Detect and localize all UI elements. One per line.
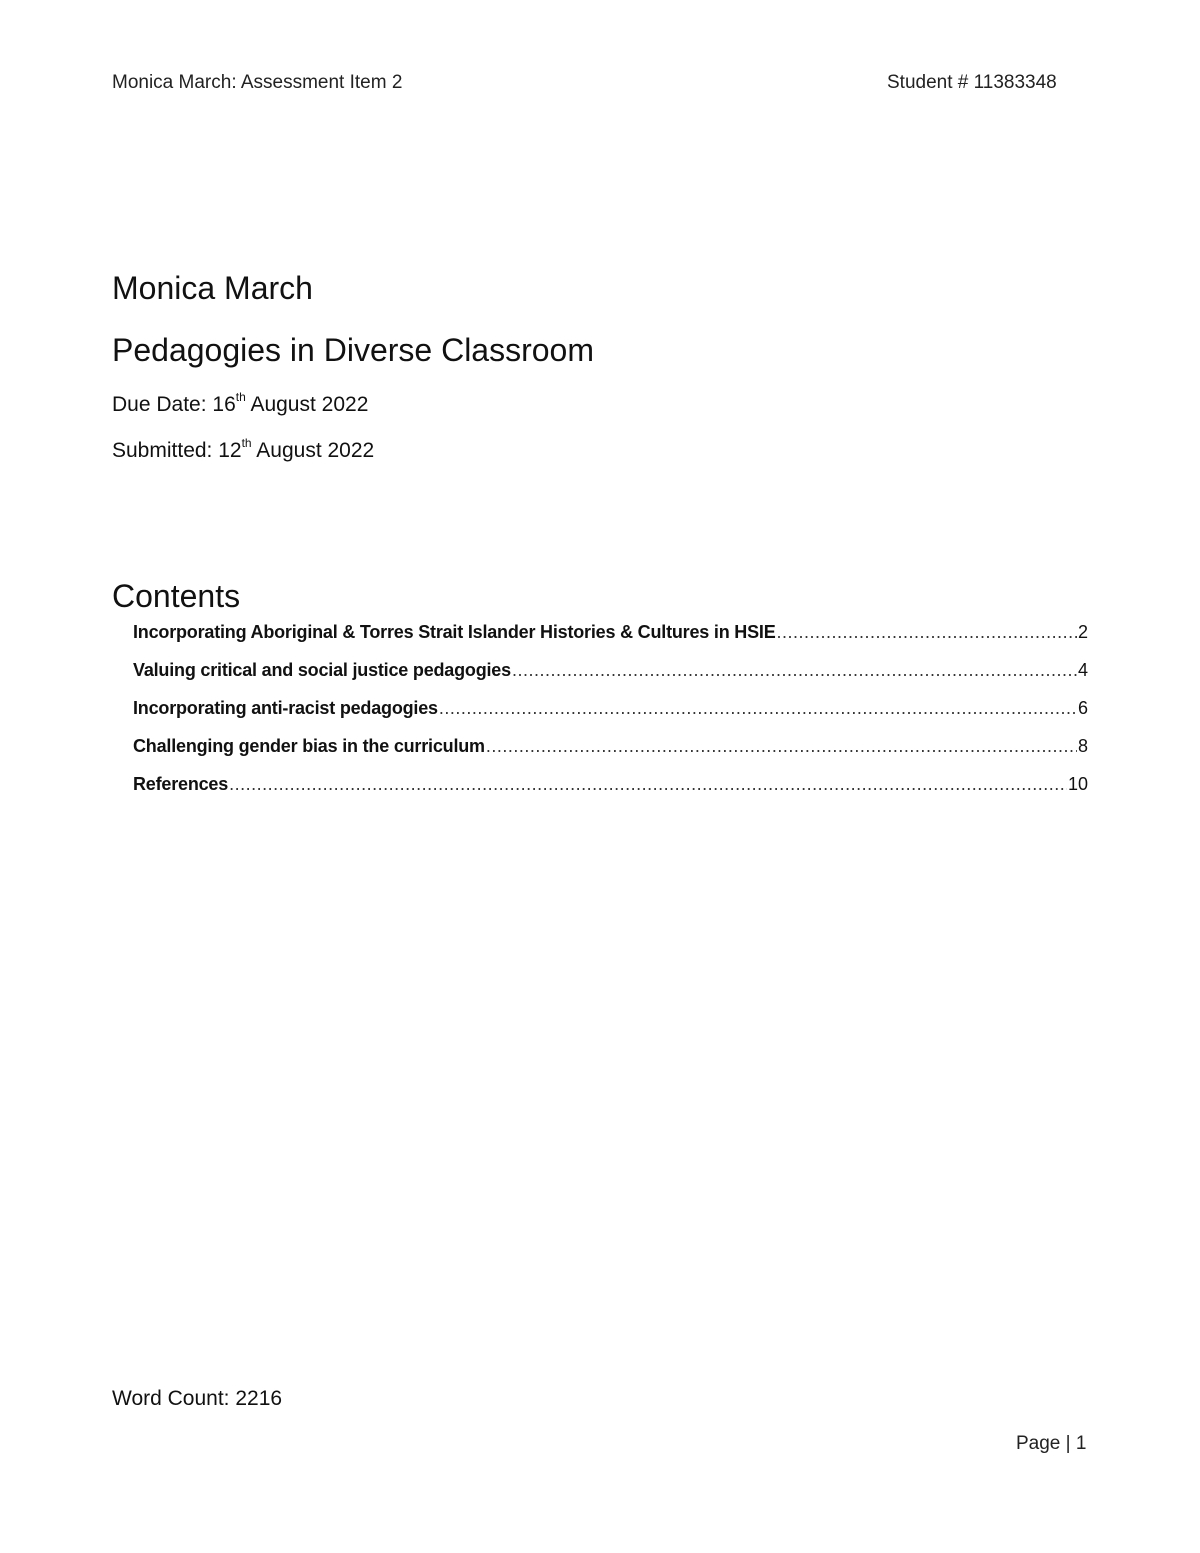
toc-entry[interactable] <box>133 622 1088 660</box>
author-name: Monica March <box>112 270 313 306</box>
toc-entry-page[interactable]: 2 <box>1077 622 1088 642</box>
submitted-date-label: Submitted: 12 <box>112 439 242 462</box>
toc-entry-page[interactable]: 4 <box>1077 660 1088 680</box>
toc-leader-dots <box>777 622 1077 643</box>
table-of-contents <box>133 622 1088 812</box>
toc-leader-dots <box>439 698 1077 719</box>
toc-entry[interactable] <box>133 774 1088 812</box>
header-student-number: Student # 11383348 <box>887 72 1057 93</box>
submitted-date <box>112 436 375 463</box>
course-title: Pedagogies in Diverse Classroom <box>112 332 594 368</box>
toc-entry-page[interactable]: 8 <box>1077 736 1088 756</box>
due-date-rest: August 2022 <box>245 393 369 416</box>
toc-entry-page[interactable]: 10 <box>1067 774 1088 794</box>
toc-heading: Contents <box>112 578 241 614</box>
toc-entry[interactable] <box>133 660 1088 698</box>
toc-entry-page[interactable]: 6 <box>1077 698 1088 718</box>
due-date-label: Due Date: 16 <box>112 393 236 416</box>
toc-entry-label[interactable]: Challenging gender bias in the curriculum <box>133 736 485 756</box>
footer-page-number: Page | 1 <box>1016 1433 1087 1454</box>
header-title: Monica March: Assessment Item 2 <box>112 72 403 93</box>
toc-entry-label[interactable]: Valuing critical and social justice pedagogies <box>133 660 511 680</box>
word-count: Word Count: 2216 <box>112 1387 283 1410</box>
submitted-date-rest: August 2022 <box>251 439 375 462</box>
toc-leader-dots <box>512 660 1077 681</box>
toc-entry-label[interactable]: References <box>133 774 229 794</box>
due-date <box>112 390 369 417</box>
toc-leader-dots <box>486 736 1077 757</box>
toc-entry[interactable] <box>133 736 1088 774</box>
toc-entry-label[interactable]: Incorporating Aboriginal & Torres Strait Islander Histories & Cultures in HSIE <box>133 622 776 642</box>
submitted-date-ordinal: th <box>241 436 252 450</box>
toc-leader-dots <box>229 774 1067 795</box>
toc-entry-label[interactable]: Incorporating anti-racist pedagogies <box>133 698 438 718</box>
due-date-ordinal: th <box>235 390 246 404</box>
toc-entry[interactable] <box>133 698 1088 736</box>
